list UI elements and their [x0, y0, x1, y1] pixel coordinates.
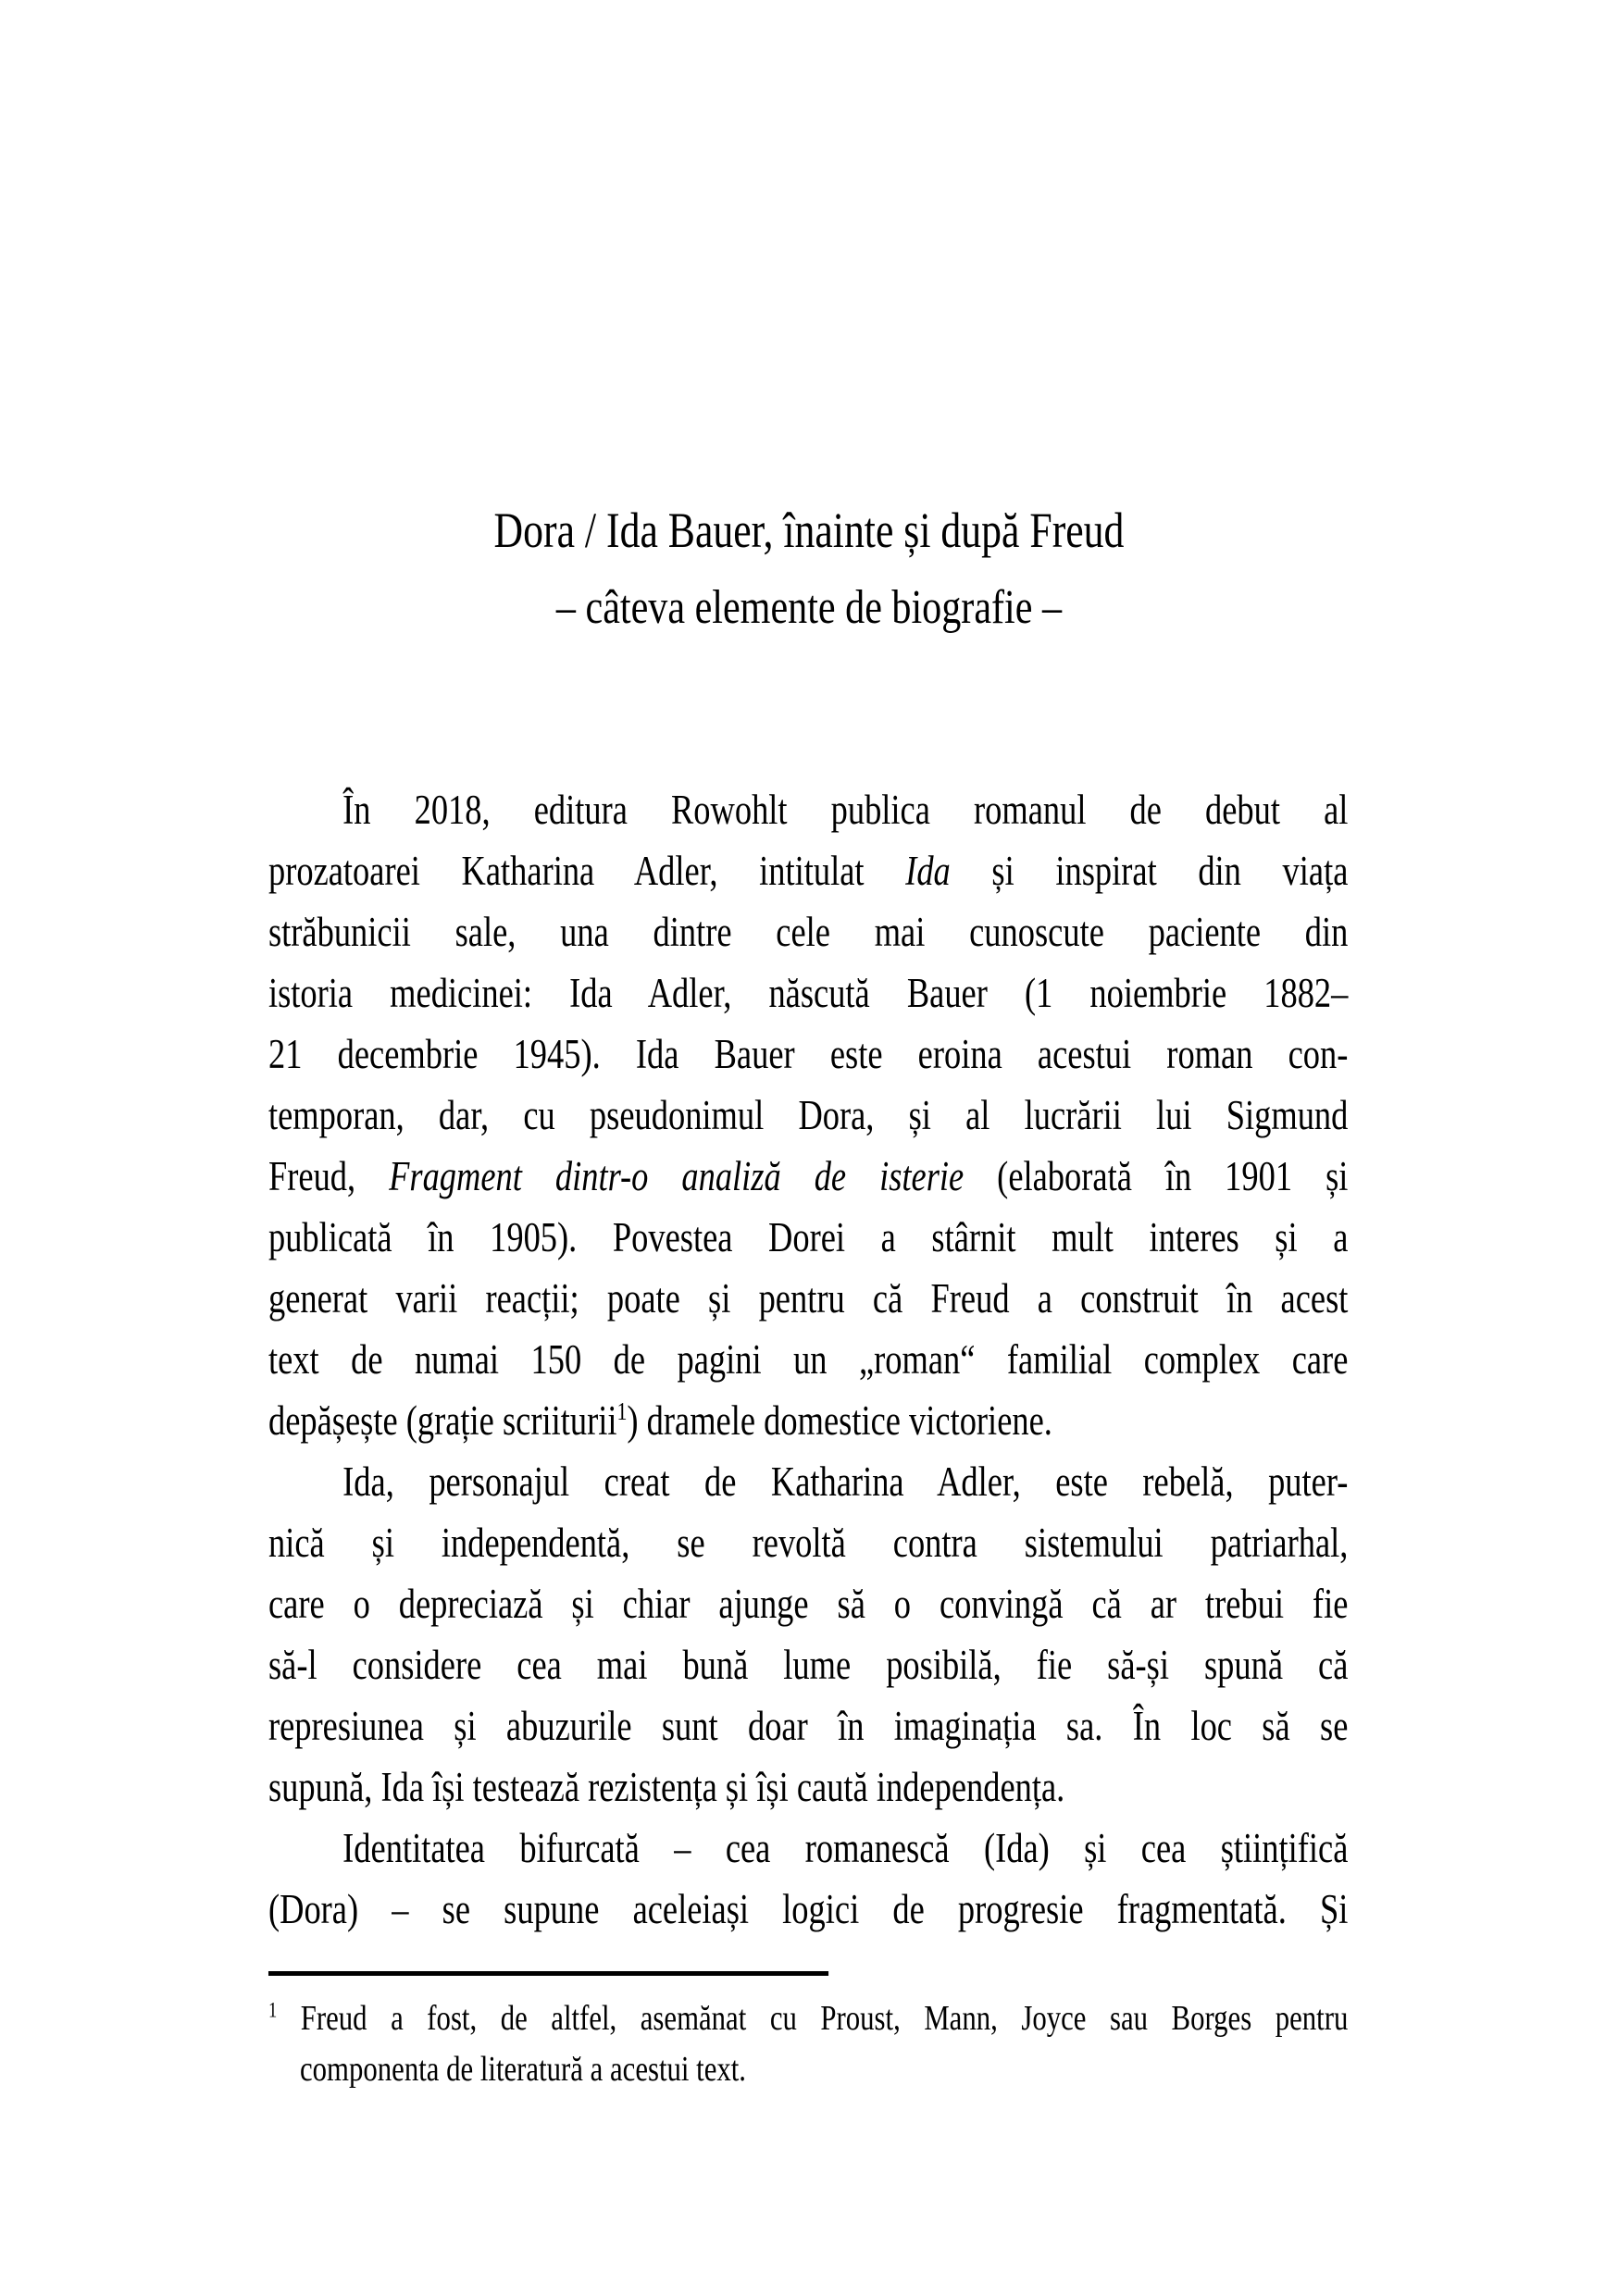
italic-text-run: Fragment dintr-o analiză de isterie: [389, 1153, 965, 1199]
footnote: [268, 1993, 1348, 2095]
text-run: (elaborată în 1901 și: [964, 1153, 1349, 1199]
text-line: [268, 901, 1348, 962]
text-line: [268, 1634, 1348, 1695]
text-line: [268, 1451, 1348, 1512]
chapter-subtitle: – câteva elemente de biografie –: [555, 581, 1063, 634]
text-run: temporan, dar, cu pseudonimul Dora, și al lucrării lui Sigmund: [268, 1092, 1349, 1138]
text-line: [268, 1756, 1348, 1818]
footnote-line: [268, 2044, 1348, 2095]
text-line: [268, 1573, 1348, 1634]
text-run: ) dramele domestice victoriene.: [627, 1397, 1052, 1444]
text-run: generat varii reacții; poate și pentru că Freud a construit în acest: [268, 1275, 1349, 1322]
text-line: [268, 1329, 1348, 1390]
text-line: [268, 779, 1348, 840]
superscript-footnote-marker: 1: [268, 1998, 278, 2022]
text-run: publicată în 1905). Povestea Dorei a stârnit mult interes și a: [268, 1214, 1349, 1260]
text-run: și inspirat din viața: [950, 848, 1349, 894]
text-line: [268, 1818, 1348, 1879]
text-run: supună, Ida își testează rezistența și își caută independența.: [268, 1764, 1065, 1810]
text-line: [268, 1024, 1348, 1085]
text-line: [268, 1695, 1348, 1756]
text-line: [268, 1879, 1348, 1940]
text-run: 21 decembrie 1945). Ida Bauer este eroina acestui roman con-: [268, 1031, 1349, 1077]
text-run: Freud a fost, de altfel, asemănat cu Proust, Mann, Joyce sau Borges pentru: [277, 1999, 1349, 2038]
text-line: [268, 962, 1348, 1024]
text-run: (Dora) – se supune aceleiași logici de progresie fragmentată. Și: [268, 1886, 1349, 1932]
text-run: depășește (grație scriiturii: [268, 1397, 617, 1444]
text-line: [268, 1512, 1348, 1573]
superscript-footnote-marker: 1: [616, 1397, 628, 1425]
footnote-divider: [268, 1971, 828, 1976]
text-run: text de numai 150 de pagini un „roman“ familial complex care: [268, 1336, 1349, 1383]
text-run: componenta de literatură a acestui text.: [300, 2050, 747, 2089]
text-line: [268, 1268, 1348, 1329]
text-run: istoria medicinei: Ida Adler, născută Bauer (1 noiembrie 1882–: [268, 970, 1349, 1016]
text-run: nică și independentă, se revoltă contra sistemului patriarhal,: [268, 1520, 1349, 1566]
chapter-title: Dora / Ida Bauer, înainte și după Freud: [493, 503, 1125, 558]
text-run: Ida, personajul creat de Katharina Adler, este rebelă, puter-: [342, 1458, 1349, 1505]
text-line: [268, 1085, 1348, 1146]
text-run: care o depreciază și chiar ajunge să o convingă că ar trebui fie: [268, 1581, 1349, 1627]
text-run: Freud,: [268, 1153, 390, 1199]
body-text: [268, 779, 1348, 1940]
text-line: [268, 840, 1348, 901]
text-line: [268, 1146, 1348, 1207]
italic-text-run: Ida: [905, 848, 951, 894]
text-run: În 2018, editura Rowohlt publica romanul de debut al: [342, 787, 1349, 833]
text-line: [268, 1390, 1348, 1451]
text-run: străbunicii sale, una dintre cele mai cunoscute paciente din: [268, 909, 1349, 955]
footnote-line: [268, 1993, 1348, 2044]
text-run: represiunea și abuzurile sunt doar în imaginația sa. În loc să se: [268, 1703, 1349, 1749]
text-run: Identitatea bifurcată – cea romanescă (Ida) și cea științifică: [342, 1825, 1349, 1871]
text-run: să-l considere cea mai bună lume posibilă, fie să-și spună că: [268, 1642, 1349, 1688]
text-line: [268, 1207, 1348, 1268]
text-run: prozatoarei Katharina Adler, intitulat: [268, 848, 906, 894]
